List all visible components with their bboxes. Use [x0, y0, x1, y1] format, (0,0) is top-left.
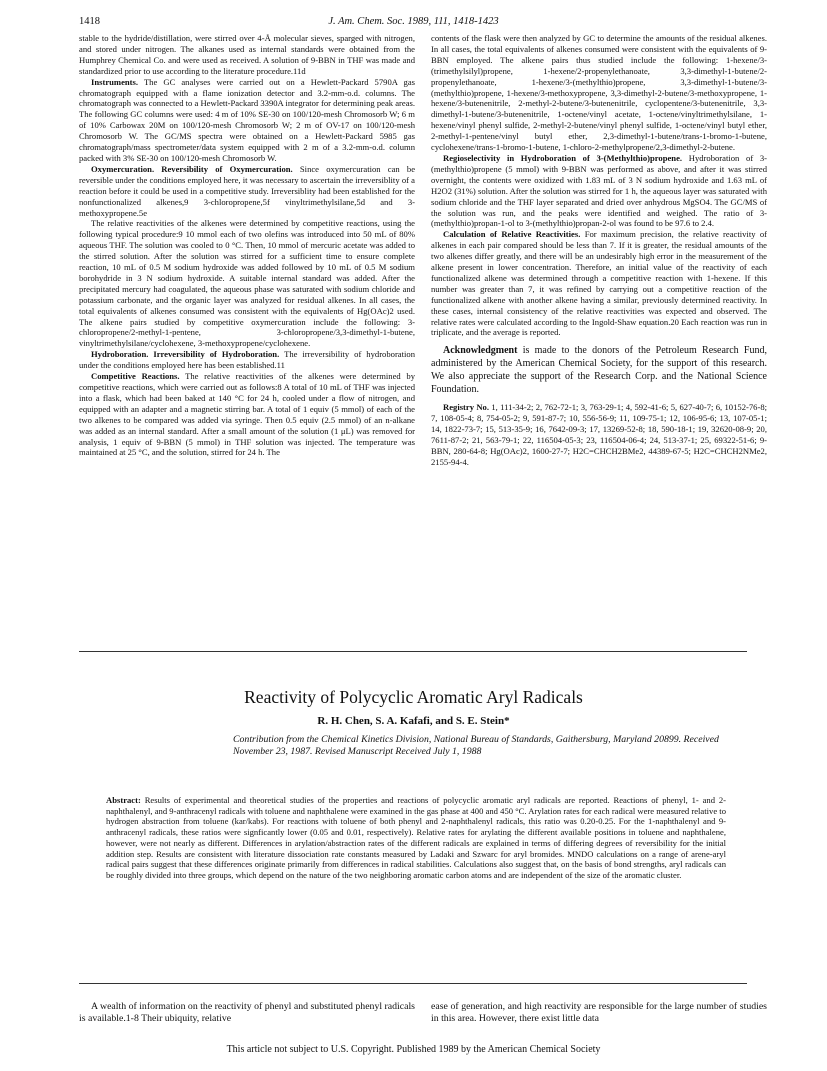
abstract-heading: Abstract: [106, 795, 141, 805]
paragraph [431, 229, 767, 338]
left-column [79, 33, 415, 458]
article-authors: R. H. Chen, S. A. Kafafi, and S. E. Stein* [317, 715, 510, 727]
paragraph [79, 349, 415, 371]
section-heading: Oxymercuration. Reversibility of Oxymercuration. [91, 163, 293, 174]
paragraph [79, 164, 415, 219]
paragraph [431, 153, 767, 229]
registry-text: 1, 111-34-2; 2, 762-72-1; 3, 763-29-1; 4, 592-41-6; 5, 627-40-7; 6, 10152-76-8; 7, 108-05-4; 8, 754-05-2; 9, 591-87-7; 10, 556-56-9; 11, 109-75-1; 12, 106-95-6; 13, 107-05-1; 14, 1822-73-7; 15, 513-35-9; 16, 7642-09-3; 17, 13269-52-8; 18, 590-18-1; 19, 32620-08-9; 20, 7611-87-2; 21, 563-79-1; 22, 116504-05-3; 23, 116504-06-4; 24, 513-37-1; 25, 69322-51-6; 9-BBN, 280-64-8; Hg(OAc)2, 1600-27-7; H2C=CHCH2BMe2, 44389-67-5; H2C=CHCH2NMe2, 2155-94-4. [431, 402, 767, 467]
article-title: Reactivity of Polycyclic Aromatic Aryl Radicals [244, 687, 583, 707]
intro-right-column [431, 1001, 767, 1025]
paragraph: The relative reactivities of the alkenes were determined by competitive reactions, using the following typical procedure:9 10 mmol each of two olefins was introduced into 50 mL of 80% aqueous THF. The solution was cooled to 0 °C. Then, 10 mmol of mercuric acetate was added to the stirred solution. After the solution was stirred for a sufficient time to ensure complete reaction, 10 mL of 0.5 M sodium hydroxide was added followed by 10 mL of 0.5 M sodium borohydride in 3 N sodium hydroxide. A suitable internal standard was added. After the precipitated mercury had coagulated, the aqueous phase was saturated with sodium chloride and potassium carbonate, and the organic layer was analyzed for residual alkenes. In all cases, the total equivalents of alkenes consumed was consistent with the equivalents of Hg(OAc)2 used. The alkene pairs studied by competitive oxymercuration include the following: 3-chloropropene/2-methyl-1-pentene, 3-chloropropene/3,3-dimethyl-1-butene, vinyltrimethylsilane/cyclohexene, 3-methoxypropene/cyclohexene. [79, 218, 415, 349]
section-heading: Calculation of Relative Reactivities. [443, 229, 581, 240]
paragraph-text: The irreversibility of hydroboration under the conditions employed here has been established.11 [79, 349, 415, 371]
paragraph-text: For maximum precision, the relative reactivity of alkenes in each pair compared should be less than 7. If it is greater, the residual amounts of the two alkenes differ greatly, and there will be an undesirably high error in the measurement of the alkene present in lower concentration. Therefore, an initial value of the reactivity of each functionalized alkene was determined through a competitive reaction with 1-hexene. If this number was greater than 7, it was refined by carrying out a competitive reaction of the functionalized alkene with another alkene having a similar, previously determined reactivity. In these cases, internal consistency of the relative reactivities was expected and observed. The relative rates were calculated according to the Ingold-Shaw equation.20 Each reaction was run in triplicate, and the average is reported. [431, 229, 767, 338]
paragraph: stable to the hydride/distillation, were stirred over 4-Å molecular sieves, sparged with nitrogen, and stored under nitrogen. The alkanes used as internal standards were obtained from the Humphrey Chemical Co. and were used as received. A solution of 9-BBN in THF was made and standardized prior to use according to the literature procedure.11d [79, 33, 415, 76]
page-number: 1418 [79, 16, 100, 27]
paragraph-text: Hydroboration of 3-(methylthio)propene (5 mmol) with 9-BBN was performed as above, and after it was stirred overnight, the contents were oxidized with 1.83 mL of 3 N sodium hydroxide and 1.63 mL of H2O2 (31%) solution. After the solution was stirred for 1 h, the aqueous layer was saturated with sodium chloride and the THF layer separated and dried over anhydrous MgSO4. The GC/MS of the solution was run, and the peaks were identified and weighed. The ratio of 3-(methylthio)propan-1-ol to 3-(methylthio)propan-2-ol was found to be 97.6 to 2.4. [431, 152, 768, 229]
article-affiliation: Contribution from the Chemical Kinetics Division, National Bureau of Standards, Gaithersburg, Maryland 20899. Received November 23, 1987. Revised Manuscript Received July 1, 1988 [233, 734, 719, 758]
divider [79, 651, 747, 652]
copyright-footer: This article not subject to U.S. Copyright. Published 1989 by the American Chemical Society [226, 1044, 601, 1055]
section-heading: Instruments. [91, 76, 139, 87]
registry-heading: Registry No. [443, 402, 490, 413]
paragraph: A wealth of information on the reactivity of phenyl and substituted phenyl radicals is available.1-8 Their ubiquity, relative [79, 1001, 415, 1025]
section-heading: Hydroboration. Irreversibility of Hydroboration. [91, 349, 280, 360]
acknowledgment-heading: Acknowledgment [443, 345, 518, 357]
registry-numbers [431, 402, 767, 467]
journal-citation: J. Am. Chem. Soc. 1989, 111, 1418-1423 [328, 16, 499, 27]
section-heading: Regioselectivity in Hydroboration of 3-(Methylthio)propene. [443, 152, 683, 163]
paragraph: contents of the flask were then analyzed by GC to determine the amounts of the residual alkenes. In all cases, the total equivalents of alkenes consumed were consistent with the equivalents of 9-BBN employed. The alkene pairs thus studied include the following: 1-hexene/3-(trimethylsilyl)propene, 1-hexene/2-propenylethanoate, 3,3-dimethyl-1-butene/2-propenylethanoate, 1-hexene/3-(methylthio)propene, 3,3-dimethyl-1-butene/3-(methylthio)propene, 1-hexene/3-methoxypropene, 3,3-dimethyl-2-butene/3-methoxypropene, 1-hexene/3-butenenitrile, 2-methyl-2-butene/3-butenenitrile, cyclopentene/3-butenenitrile, 3,3-dimethyl-1-butene/3-butenenitrile, 1-octene/vinyl acetate, 1-octene/vinyltrimethylsilane, 1-hexene/vinyl phenyl sulfide, 2-methyl-2-butene/vinyl phenyl sulfide, 1-octene/vinyl butyl ether, 2-methyl-1-pentene/vinyl butyl ether, 2,3-dimethyl-1-butene/trans-1-bromo-1-butene, cyclohexene/trans-1-bromo-1-butene, 1-chloro-2-methylpropene/2,3-dimethyl-2-butene. [431, 33, 767, 153]
paragraph [79, 371, 415, 458]
divider [79, 983, 747, 984]
right-column [431, 33, 767, 468]
paragraph [79, 77, 415, 164]
abstract-text: Results of experimental and theoretical studies of the properties and reactions of polycyclic aromatic aryl radicals are reported. Reactions of phenyl, 1- and 2-naphthalenyl, and 9-anthracenyl radicals with toluene and naphthalene were examined in the gas phase at 400 and 450 °C. Arylation rates for each radical were measured relative to hydrogen abstraction from toluene (kar/kabs). For reactions with toluene of both phenyl and 2-naphthalenyl radicals, this ratio was 0.20-0.25. For the 1-naphthalenyl and 9-anthracenyl radicals, these ratios were signficantly lower (0.05 and 0.01, respectively). Relative rates for arylating the different available positions in toluene and naphthalene, however, were not nearly as different. Differences in arylation/abstraction rates of the different radicals are explained in terms of differing degrees of reversibility for the initial addition step. Results are consistent with literature dissociation rate constants measured by Ladaki and Szwarc for aryl bromides. MNDO calculations on a range of arene-aryl radical pairs suggest that these differences originate primarily from differences in radical stabilities. Calculations also suggest that, on the basis of bond strengths, aryl radicals can be roughly divided into three groups, which depend on the nature of the two neighboring aromatic carbon atoms and are independent of the size of the aromatic cluster. [106, 795, 726, 880]
paragraph-text: Since oxymercuration can be reversible under the conditions employed here, it was necessary to ascertain the irreversiblity of a reaction before it could be used in a competitive study. Irreversiblity had been established for the nonfunctionalized alkenes,9 3-chloropropene,5f vinyltrimethylsilane,5d and 3-methoxypropene.5e [79, 163, 416, 218]
acknowledgment-text: is made to the donors of the Petroleum Research Fund, administered by the American Chemical Society, for the support of this research. We also appreciate the support of the Research Corp. and the National Science Foundation. [431, 345, 767, 396]
acknowledgment [431, 344, 767, 396]
paragraph: ease of generation, and high reactivity are responsible for the large number of studies in this area. However, there exist little data [431, 1001, 767, 1025]
intro-left-column [79, 1001, 415, 1025]
abstract [106, 795, 726, 881]
section-heading: Competitive Reactions. [91, 371, 180, 382]
paragraph-text: The relative reactivities of the alkenes were determined by competitive reactions, which were carried out as follows:8 A total of 10 mL of THF was injected into a flask, which had been baked at 140 °C for 24 h, cooled under a flow of nitrogen, and equipped with an adapter and a magnetic stirring bar. A total of 1 equiv (5 mmol) of each of the two alkenes to be compared was added via syringe. Then 0.5 equiv (2.5 mmol) of an n-alkane was added as an internal standard. After a small amount of the solution (1 μL) was removed for analysis, 1 equiv of 9-BBN (5 mmol) in THF solution was injected. The temperature was maintained at 25 °C, and the solution, stirred for 24 h. The [79, 371, 415, 458]
paragraph-text: The GC analyses were carried out on a Hewlett-Packard 5790A gas chromatograph equipped with a flame ionization detector and 3.2-mm-o.d. columns. The chromatograph was connected to a Hewlett-Packard 3390A integrator for determining peak areas. The following GC columns were used: 4 m of 10% SE-30 on 100/120-mesh Chromosorb W; 6 m of 10% Carbowax 20M on 100/120-mesh Chromosorb W; 2 m of OV-17 on 100/120-mesh Chromosorb W. The GC/MS spectra were obtained on a Hewlett-Packard 5985 gas chromatograph/mass spectrometer/data system equipped with 2 m of a 3.2-mm-o.d. column packed with 3% SE-30 on 100/120-mesh Chromosorb W. [79, 76, 415, 163]
